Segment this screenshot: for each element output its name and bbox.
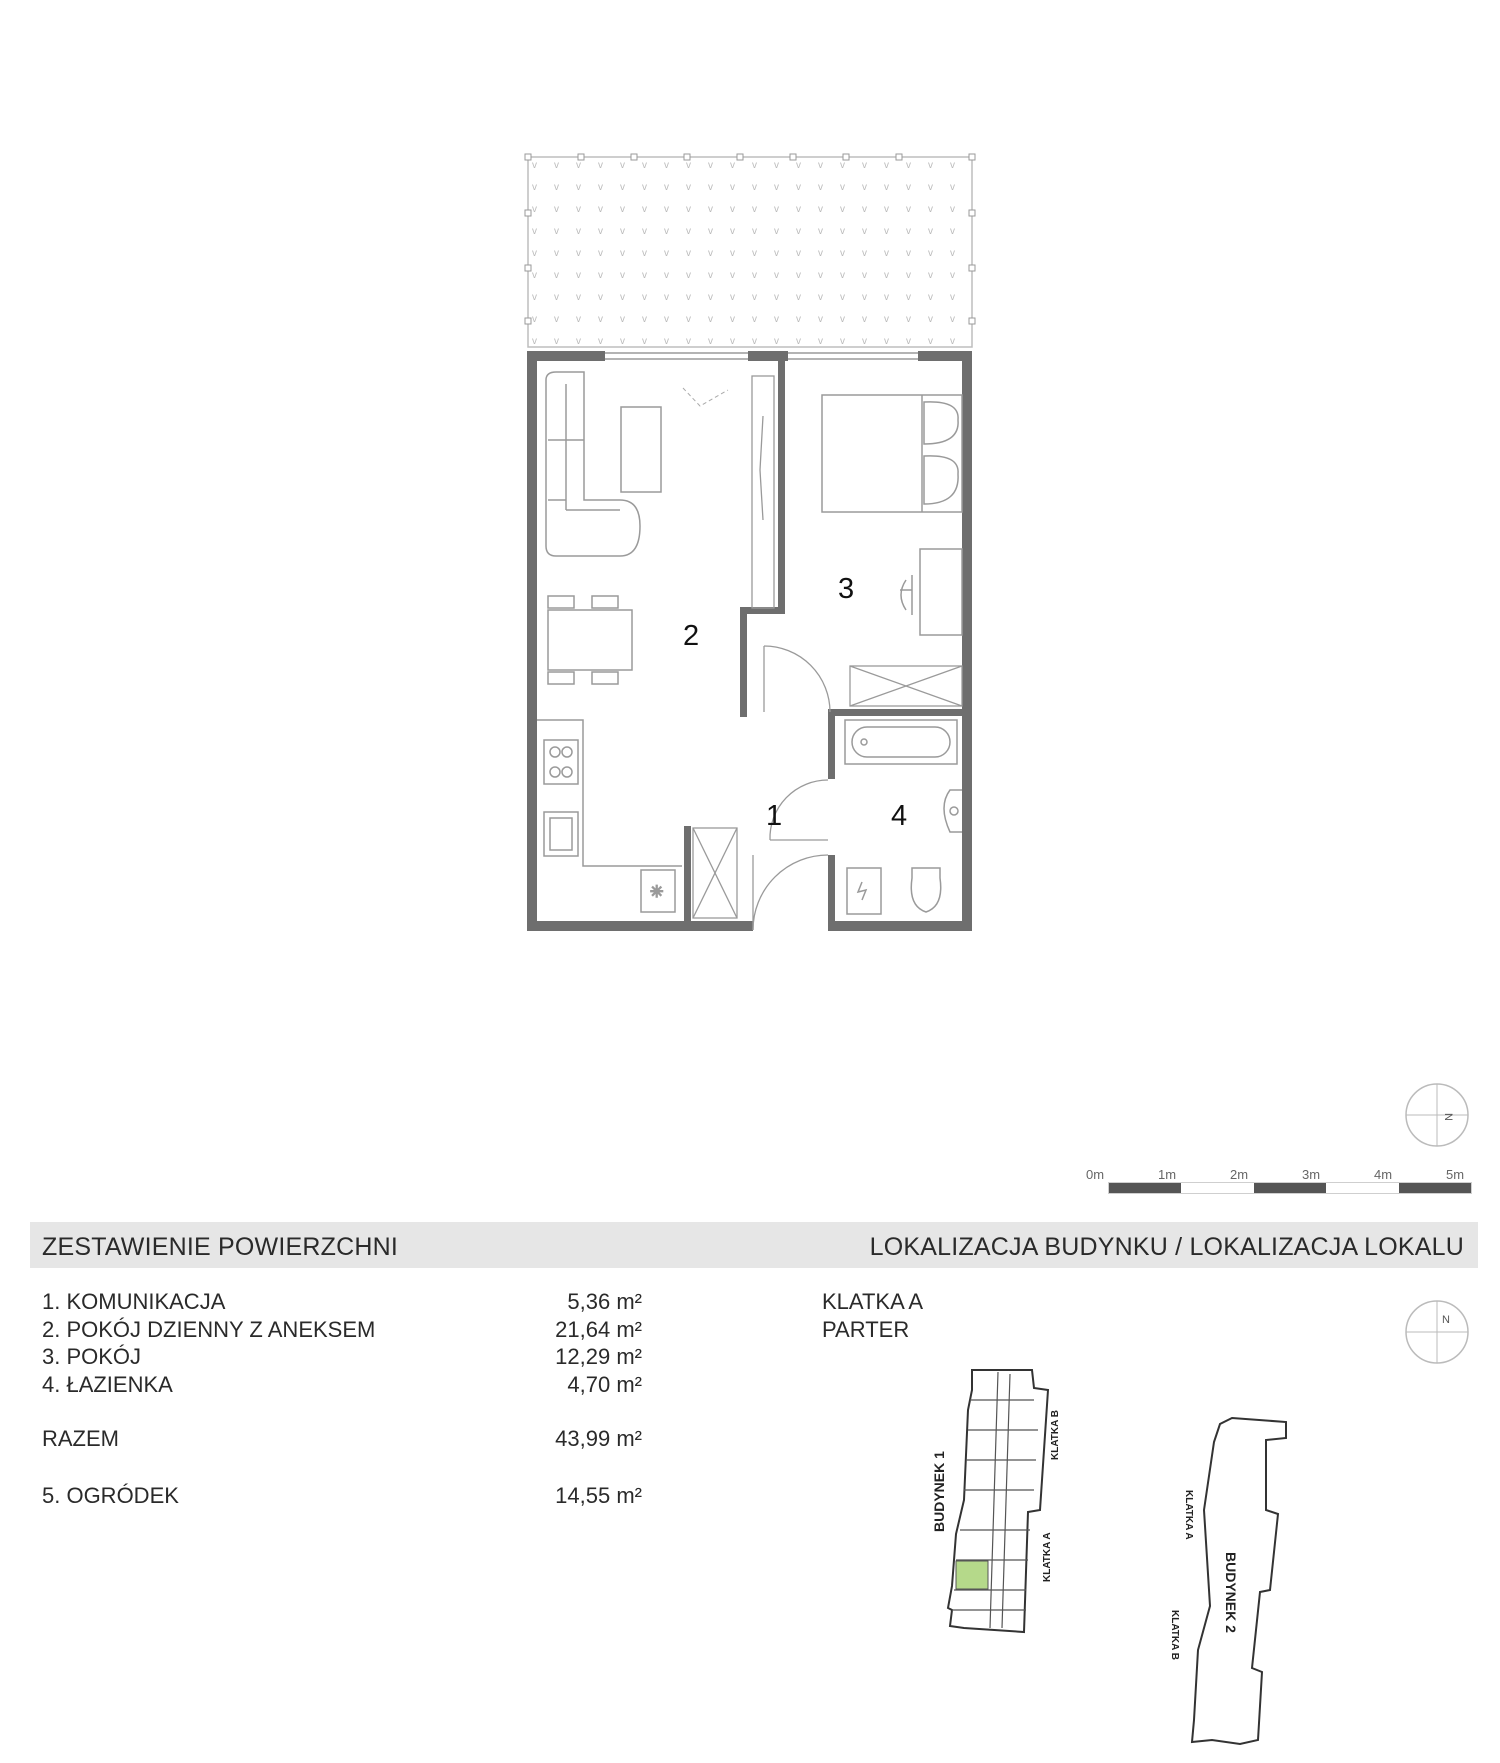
sofa [546,372,640,556]
area-row-label: 4. ŁAZIENKA [42,1372,173,1397]
building-2-stair-b-label: KLATKA B [1169,1610,1180,1660]
scale-label-4: 4m [1374,1167,1393,1182]
scale-label-1: 1m [1158,1167,1177,1182]
area-row-label: 2. POKÓJ DZIENNY Z ANEKSEM [42,1317,376,1342]
area-row-label: 3. POKÓJ [42,1344,142,1369]
area-row-label: 1. KOMUNIKACJA [42,1289,226,1314]
bed [822,395,962,512]
scale-segment [1109,1183,1181,1193]
scale-segment [1254,1183,1326,1193]
building-1-label: BUDYNEK 1 [931,1451,947,1532]
building-2-label: BUDYNEK 2 [1223,1552,1239,1633]
floor-label: PARTER [822,1317,910,1342]
scale-segment [1399,1183,1471,1193]
summary-heading: ZESTAWIENIE POWIERZCHNI [42,1233,398,1261]
location-heading: LOKALIZACJA BUDYNKU / LOKALIZACJA LOKALU [869,1233,1464,1261]
building-1-stair-b-label: KLATKA B [1050,1410,1061,1460]
stairwell-label: KLATKA A [822,1289,924,1314]
compass-icon [1402,1297,1472,1367]
coffee-table [621,407,661,492]
area-row-value: 4,70 m² [567,1372,642,1397]
scale-label-0: 0m [1086,1167,1105,1182]
doors [753,646,830,930]
site-map [900,1360,1360,1760]
area-total-value: 43,99 m² [555,1426,642,1451]
entrance-wardrobe [693,828,737,918]
bedroom-wardrobe [850,666,962,706]
wardrobe-partition [752,376,774,608]
dining-table [548,596,632,684]
highlighted-unit [956,1561,988,1589]
scale-segments [1108,1182,1472,1194]
building-1 [948,1370,1048,1632]
compass-north-label: N [1442,1113,1454,1121]
scale-segment [1326,1183,1398,1193]
garden [525,154,975,347]
scale-segment [1181,1183,1253,1193]
area-row-value: 12,29 m² [555,1344,642,1369]
garden-area-label: 5. OGRÓDEK [42,1483,179,1508]
area-row-value: 5,36 m² [567,1289,642,1314]
svg-text:✳: ✳ [650,884,664,901]
desk [900,549,962,635]
area-total-label: RAZEM [42,1426,119,1451]
compass-north-label: N [1442,1314,1450,1326]
room-number-labels [683,573,907,832]
scale-label-2: 2m [1230,1167,1249,1182]
scale-label-5: 5m [1446,1167,1465,1182]
balcony-door-swing [683,388,728,406]
kitchen [537,720,682,912]
exterior-walls [527,351,972,931]
scale-label-3: 3m [1302,1167,1321,1182]
room-number-3: 3 [838,573,855,605]
building-2-stair-a-label: KLATKA A [1183,1490,1194,1540]
room-number-1: 1 [766,800,783,832]
garden-area-value: 14,55 m² [555,1483,642,1508]
area-row-value: 21,64 m² [555,1317,642,1342]
room-number-4: 4 [891,800,908,832]
building-1-stair-a-label: KLATKA A [1042,1532,1053,1582]
compass-icon [1402,1080,1472,1150]
room-number-2: 2 [683,620,700,652]
